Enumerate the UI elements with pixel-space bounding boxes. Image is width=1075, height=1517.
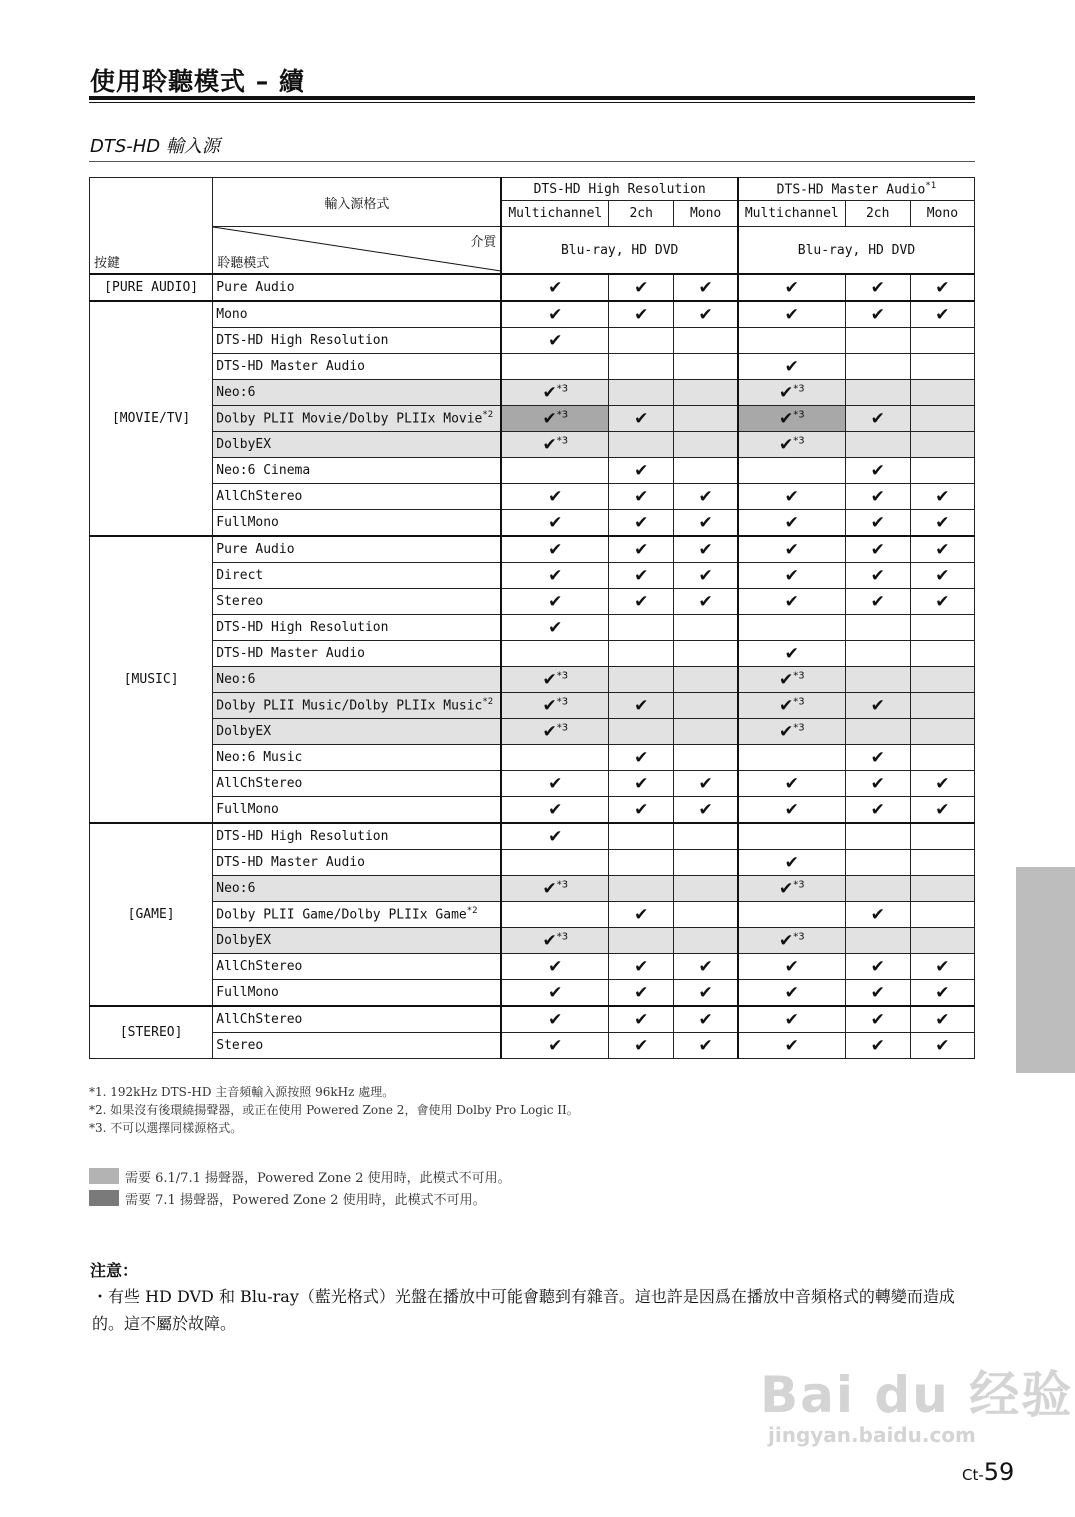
mode-cell: DTS-HD High Resolution <box>213 823 502 850</box>
check-cell <box>609 641 674 667</box>
table-row <box>90 850 975 876</box>
check-cell: ✔ <box>609 536 674 563</box>
check-cell: ✔ <box>910 589 974 615</box>
check-cell: ✔ <box>609 693 674 719</box>
check-cell: ✔ <box>738 1006 845 1033</box>
legend-row <box>89 1187 511 1209</box>
check-cell: ✔ <box>609 771 674 797</box>
footnotes <box>89 1083 579 1137</box>
check-cell <box>609 615 674 641</box>
check-cell: ✔$^{*3}$ <box>738 667 845 693</box>
mode-cell: Dolby PLII Music/Dolby PLIIx Music$^{*2}$ <box>213 693 502 719</box>
table-row <box>90 301 975 328</box>
table-row <box>90 274 975 301</box>
title-rule-thin <box>89 102 975 103</box>
check-cell <box>674 823 738 850</box>
check-cell <box>845 380 910 406</box>
header-col: Multichannel <box>738 201 845 227</box>
check-cell: ✔ <box>674 797 738 824</box>
page-title: 使用聆聽模式 – 續 <box>90 67 305 96</box>
check-cell: ✔ <box>738 850 845 876</box>
check-cell: ✔ <box>845 589 910 615</box>
check-cell: ✔ <box>674 589 738 615</box>
check-cell: ✔$^{*3}$ <box>501 380 608 406</box>
check-cell: ✔ <box>738 589 845 615</box>
check-cell: ✔ <box>845 745 910 771</box>
table-row <box>90 406 975 432</box>
check-cell: ✔ <box>609 458 674 484</box>
mode-cell: DTS-HD High Resolution <box>213 328 502 354</box>
check-cell: ✔ <box>845 797 910 824</box>
check-cell: ✔ <box>845 1006 910 1033</box>
check-cell: ✔ <box>910 274 974 301</box>
header-key: 按鍵 <box>90 178 213 275</box>
check-cell: ✔ <box>738 563 845 589</box>
check-cell: ✔ <box>738 771 845 797</box>
check-cell: ✔ <box>674 536 738 563</box>
check-cell: ✔ <box>845 902 910 928</box>
check-cell: ✔ <box>674 1033 738 1059</box>
mode-cell: Neo:6 <box>213 876 502 902</box>
table-row <box>90 641 975 667</box>
check-cell <box>674 902 738 928</box>
check-cell <box>674 641 738 667</box>
check-cell <box>845 719 910 745</box>
header-col: 2ch <box>609 201 674 227</box>
check-cell <box>910 745 974 771</box>
table-row <box>90 589 975 615</box>
check-cell: ✔ <box>674 980 738 1007</box>
footnote-3: *3. 不可以選擇同樣源格式。 <box>89 1121 243 1135</box>
check-cell <box>845 850 910 876</box>
mode-cell: Pure Audio <box>213 536 502 563</box>
check-cell <box>845 432 910 458</box>
check-cell: ✔ <box>845 301 910 328</box>
check-cell <box>609 823 674 850</box>
side-tab <box>1016 867 1075 1073</box>
header-group-ma: DTS-HD Master Audio$^{*1}$ <box>738 178 975 201</box>
check-cell: ✔ <box>501 589 608 615</box>
check-cell: ✔ <box>609 1033 674 1059</box>
section-rule <box>89 161 975 162</box>
check-cell <box>674 693 738 719</box>
table-row <box>90 510 975 537</box>
mode-cell: AllChStereo <box>213 954 502 980</box>
check-cell: ✔ <box>738 510 845 537</box>
table-row <box>90 719 975 745</box>
mode-cell: FullMono <box>213 797 502 824</box>
table-row <box>90 458 975 484</box>
check-cell: ✔$^{*3}$ <box>738 928 845 954</box>
check-cell: ✔ <box>609 589 674 615</box>
check-cell: ✔ <box>501 510 608 537</box>
title-rule-thick <box>89 96 975 100</box>
check-cell: ✔ <box>910 301 974 328</box>
check-cell: ✔ <box>674 484 738 510</box>
check-cell: ✔$^{*3}$ <box>738 380 845 406</box>
mode-cell: Direct <box>213 563 502 589</box>
table-row <box>90 876 975 902</box>
table-row <box>90 380 975 406</box>
header-listening-mode: 聆聽模式 <box>217 256 270 271</box>
check-cell <box>910 406 974 432</box>
note-title: 注意： <box>90 1261 139 1280</box>
check-cell: ✔ <box>501 328 608 354</box>
mode-cell: AllChStereo <box>213 1006 502 1033</box>
check-cell: ✔ <box>738 641 845 667</box>
table-row <box>90 954 975 980</box>
mode-cell: DTS-HD Master Audio <box>213 850 502 876</box>
check-cell <box>674 719 738 745</box>
check-cell: ✔ <box>501 1006 608 1033</box>
check-cell <box>910 328 974 354</box>
footnote-1: *1. 192kHz DTS-HD 主音頻輸入源按照 96kHz 處理。 <box>89 1085 395 1099</box>
check-cell <box>910 850 974 876</box>
mode-cell: Neo:6 Cinema <box>213 458 502 484</box>
check-cell: ✔ <box>845 1033 910 1059</box>
section-title: DTS-HD 輸入源 <box>90 136 220 157</box>
check-cell: ✔ <box>501 615 608 641</box>
check-cell: ✔ <box>609 902 674 928</box>
check-cell <box>501 745 608 771</box>
check-cell: ✔ <box>738 354 845 380</box>
table-row <box>90 354 975 380</box>
table-row <box>90 667 975 693</box>
table-row <box>90 928 975 954</box>
check-cell: ✔ <box>910 980 974 1007</box>
check-cell <box>845 667 910 693</box>
check-cell: ✔ <box>738 1033 845 1059</box>
check-cell <box>609 876 674 902</box>
check-cell: ✔ <box>845 510 910 537</box>
header-col: Mono <box>674 201 738 227</box>
legend-text: 需要 7.1 揚聲器，Powered Zone 2 使用時，此模式不可用。 <box>125 1192 486 1208</box>
check-cell: ✔ <box>501 484 608 510</box>
check-cell <box>609 328 674 354</box>
check-cell <box>501 641 608 667</box>
check-cell: ✔ <box>501 797 608 824</box>
check-cell: ✔ <box>609 797 674 824</box>
check-cell: ✔$^{*3}$ <box>501 406 608 432</box>
check-cell: ✔ <box>609 745 674 771</box>
table-row <box>90 563 975 589</box>
legend-swatch-light <box>89 1168 119 1184</box>
check-cell <box>501 850 608 876</box>
mode-cell: DTS-HD Master Audio <box>213 354 502 380</box>
check-cell <box>910 380 974 406</box>
table-row <box>90 536 975 563</box>
check-cell: ✔ <box>674 954 738 980</box>
check-cell <box>910 354 974 380</box>
check-cell: ✔ <box>501 563 608 589</box>
check-cell <box>845 876 910 902</box>
mode-cell: AllChStereo <box>213 771 502 797</box>
check-cell <box>501 458 608 484</box>
check-cell: ✔$^{*3}$ <box>501 719 608 745</box>
check-cell: ✔ <box>609 980 674 1007</box>
check-cell <box>674 458 738 484</box>
check-cell <box>674 380 738 406</box>
check-cell: ✔ <box>674 1006 738 1033</box>
check-cell <box>674 876 738 902</box>
check-cell <box>609 850 674 876</box>
check-cell: ✔$^{*3}$ <box>738 693 845 719</box>
check-cell <box>910 928 974 954</box>
check-cell <box>609 719 674 745</box>
header-diagonal-cell <box>213 227 502 275</box>
check-cell: ✔ <box>501 301 608 328</box>
header-media-ma: Blu-ray, HD DVD <box>738 227 975 275</box>
check-cell: ✔$^{*3}$ <box>738 719 845 745</box>
check-cell: ✔ <box>845 536 910 563</box>
check-cell: ✔ <box>910 1033 974 1059</box>
check-cell: ✔ <box>738 301 845 328</box>
check-cell <box>609 380 674 406</box>
table-row <box>90 615 975 641</box>
check-cell: ✔ <box>738 797 845 824</box>
check-cell <box>910 615 974 641</box>
mode-cell: Mono <box>213 301 502 328</box>
legend-swatch-dark <box>89 1190 119 1206</box>
check-cell: ✔$^{*3}$ <box>501 432 608 458</box>
check-cell: ✔ <box>910 797 974 824</box>
check-cell: ✔ <box>501 823 608 850</box>
check-cell <box>674 667 738 693</box>
check-cell: ✔ <box>845 563 910 589</box>
check-cell <box>674 928 738 954</box>
mode-cell: DolbyEX <box>213 432 502 458</box>
check-cell <box>609 354 674 380</box>
check-cell: ✔ <box>609 484 674 510</box>
check-cell: ✔ <box>609 274 674 301</box>
check-cell: ✔ <box>845 954 910 980</box>
check-cell: ✔ <box>674 510 738 537</box>
mode-cell: Stereo <box>213 1033 502 1059</box>
note-body: ・有些 HD DVD 和 Blu-ray（藍光格式）光盤在播放中可能會聽到有雜音。這也許是因爲在播放中音頻格式的轉變而造成的。這不屬於故障。 <box>92 1287 955 1333</box>
check-cell <box>910 667 974 693</box>
check-cell: ✔ <box>609 954 674 980</box>
check-cell <box>738 902 845 928</box>
check-cell <box>910 432 974 458</box>
mode-cell: Pure Audio <box>213 274 502 301</box>
check-cell: ✔$^{*3}$ <box>501 928 608 954</box>
check-cell: ✔ <box>674 274 738 301</box>
check-cell <box>738 328 845 354</box>
table-body <box>90 274 975 1059</box>
header-col: 2ch <box>845 201 910 227</box>
header-input-format: 輸入源格式 <box>213 178 502 227</box>
mode-cell: Neo:6 <box>213 380 502 406</box>
check-cell <box>738 615 845 641</box>
table-row <box>90 1006 975 1033</box>
check-cell: ✔ <box>845 980 910 1007</box>
check-cell <box>845 354 910 380</box>
check-cell: ✔ <box>738 980 845 1007</box>
legend-text: 需要 6.1/7.1 揚聲器，Powered Zone 2 使用時，此模式不可用。 <box>125 1170 511 1186</box>
check-cell <box>738 458 845 484</box>
header-media-hr: Blu-ray, HD DVD <box>501 227 738 275</box>
check-cell: ✔ <box>845 484 910 510</box>
check-cell: ✔$^{*3}$ <box>738 876 845 902</box>
check-cell <box>609 667 674 693</box>
check-cell <box>501 902 608 928</box>
shading-legend <box>89 1165 511 1209</box>
header-group-hr: DTS-HD High Resolution <box>501 178 738 201</box>
table-row <box>90 484 975 510</box>
key-cell: [PURE AUDIO] <box>90 274 213 301</box>
check-cell <box>674 850 738 876</box>
check-cell: ✔$^{*3}$ <box>501 667 608 693</box>
check-cell <box>609 432 674 458</box>
check-cell: ✔$^{*3}$ <box>738 406 845 432</box>
check-cell <box>910 823 974 850</box>
check-cell: ✔ <box>609 1006 674 1033</box>
check-cell: ✔ <box>910 563 974 589</box>
check-cell <box>910 458 974 484</box>
check-cell: ✔ <box>845 406 910 432</box>
check-cell: ✔$^{*3}$ <box>501 876 608 902</box>
check-cell: ✔ <box>910 771 974 797</box>
key-cell: [MOVIE/TV] <box>90 301 213 536</box>
watermark-logo <box>760 1355 1073 1447</box>
check-cell <box>674 615 738 641</box>
check-cell: ✔ <box>910 484 974 510</box>
check-cell <box>738 745 845 771</box>
check-cell: ✔ <box>501 536 608 563</box>
mode-cell: AllChStereo <box>213 484 502 510</box>
check-cell: ✔ <box>910 536 974 563</box>
check-cell <box>910 719 974 745</box>
check-cell <box>845 928 910 954</box>
mode-cell: DTS-HD Master Audio <box>213 641 502 667</box>
mode-cell: Dolby PLII Game/Dolby PLIIx Game$^{*2}$ <box>213 902 502 928</box>
check-cell: ✔$^{*3}$ <box>501 693 608 719</box>
check-cell: ✔ <box>738 954 845 980</box>
check-cell: ✔ <box>738 484 845 510</box>
table-row <box>90 797 975 824</box>
page-number: Ct-59 <box>962 1458 1015 1486</box>
mode-cell: Stereo <box>213 589 502 615</box>
check-cell <box>910 641 974 667</box>
check-cell <box>501 354 608 380</box>
mode-cell: Dolby PLII Movie/Dolby PLIIx Movie$^{*2}$ <box>213 406 502 432</box>
table-row <box>90 980 975 1007</box>
key-cell: [GAME] <box>90 823 213 1006</box>
table-row <box>90 328 975 354</box>
check-cell <box>674 328 738 354</box>
check-cell: ✔$^{*3}$ <box>738 432 845 458</box>
mode-cell: Neo:6 <box>213 667 502 693</box>
check-cell: ✔ <box>609 563 674 589</box>
mode-cell: DolbyEX <box>213 928 502 954</box>
check-cell <box>738 823 845 850</box>
check-cell: ✔ <box>501 1033 608 1059</box>
check-cell: ✔ <box>501 980 608 1007</box>
check-cell <box>845 615 910 641</box>
check-cell: ✔ <box>910 954 974 980</box>
check-cell <box>845 823 910 850</box>
table-row <box>90 693 975 719</box>
mode-cell: FullMono <box>213 510 502 537</box>
check-cell <box>910 902 974 928</box>
header-medium: 介質 <box>470 235 497 250</box>
check-cell <box>674 432 738 458</box>
check-cell <box>845 641 910 667</box>
check-cell: ✔ <box>501 274 608 301</box>
check-cell <box>910 693 974 719</box>
header-col: Multichannel <box>501 201 608 227</box>
check-cell: ✔ <box>609 406 674 432</box>
watermark-url: jingyan.baidu.com <box>768 1423 976 1447</box>
check-cell: ✔ <box>738 536 845 563</box>
check-cell <box>674 406 738 432</box>
footnote-2: *2. 如果沒有後環繞揚聲器，或正在使用 Powered Zone 2，會使用 Dolby Pro Logic II。 <box>89 1103 579 1117</box>
check-cell <box>674 354 738 380</box>
table-row <box>90 745 975 771</box>
table-row <box>90 823 975 850</box>
listening-mode-table <box>89 177 975 1059</box>
key-cell: [STEREO] <box>90 1006 213 1059</box>
mode-cell: DolbyEX <box>213 719 502 745</box>
check-cell <box>845 328 910 354</box>
legend-row <box>89 1165 511 1187</box>
mode-cell: FullMono <box>213 980 502 1007</box>
check-cell: ✔ <box>738 274 845 301</box>
check-cell: ✔ <box>501 771 608 797</box>
check-cell: ✔ <box>609 510 674 537</box>
check-cell <box>609 928 674 954</box>
check-cell: ✔ <box>501 954 608 980</box>
check-cell: ✔ <box>609 301 674 328</box>
check-cell <box>910 876 974 902</box>
mode-cell: Neo:6 Music <box>213 745 502 771</box>
check-cell: ✔ <box>910 1006 974 1033</box>
header-col: Mono <box>910 201 974 227</box>
table-row <box>90 1033 975 1059</box>
key-cell: [MUSIC] <box>90 536 213 823</box>
check-cell: ✔ <box>674 771 738 797</box>
table-row <box>90 902 975 928</box>
check-cell: ✔ <box>845 771 910 797</box>
check-cell: ✔ <box>674 563 738 589</box>
check-cell: ✔ <box>674 301 738 328</box>
check-cell: ✔ <box>845 693 910 719</box>
check-cell: ✔ <box>845 458 910 484</box>
watermark-text: Bai du 经验 <box>760 1366 1074 1424</box>
mode-cell: DTS-HD High Resolution <box>213 615 502 641</box>
table-row <box>90 432 975 458</box>
table-row <box>90 771 975 797</box>
check-cell: ✔ <box>910 510 974 537</box>
check-cell: ✔ <box>845 274 910 301</box>
check-cell <box>674 745 738 771</box>
